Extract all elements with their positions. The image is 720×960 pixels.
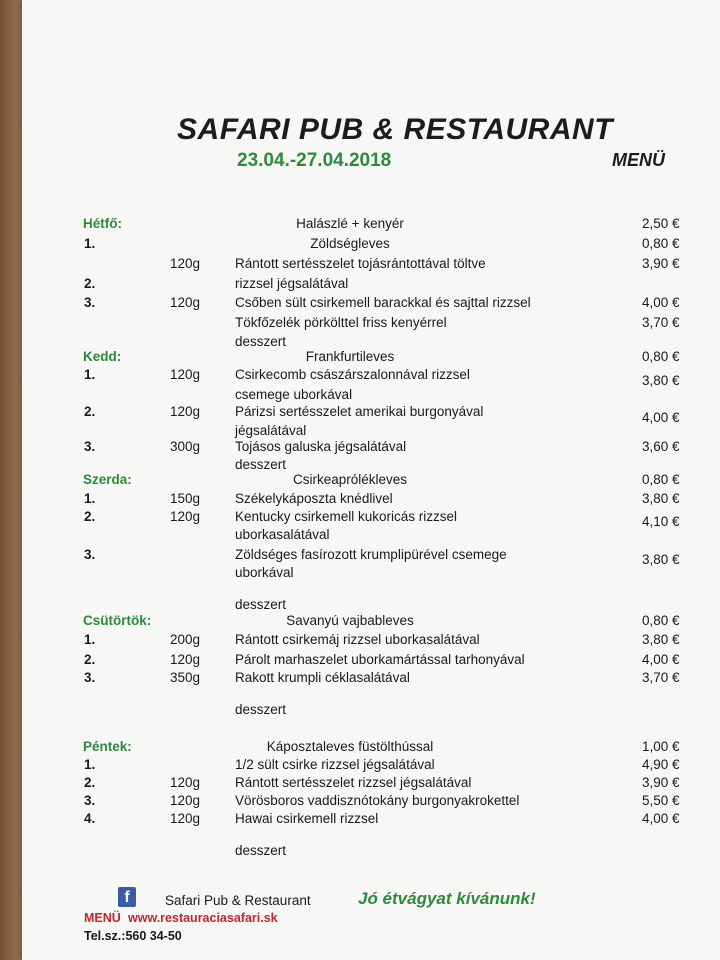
item-weight: 120g — [170, 367, 201, 382]
soup-price: 0,80 € — [642, 613, 680, 628]
item-weight: 120g — [170, 295, 201, 310]
item-number: 1. — [84, 367, 96, 382]
day-heading: Szerda: — [83, 472, 132, 487]
menu-item-line: Kentucky csirkemell kukoricás rizzsel — [235, 509, 458, 524]
menu-item-line: Rántott sertésszelet rizzsel jégsalátával — [235, 775, 472, 790]
soup-price: 0,80 € — [642, 472, 680, 487]
soup-name: Halászlé + kenyér — [296, 216, 404, 231]
menu-item-line: Tökfőzelék pörkölttel friss kenyérrel — [235, 315, 447, 330]
dessert-label: desszert — [235, 843, 287, 858]
menu-item-line: Csirkecomb császárszalonnával rizzsel — [235, 367, 470, 382]
menu-item-line: Rántott csirkemáj rizzsel uborkasalátával — [235, 632, 480, 647]
menu-item-line: Vörösboros vaddisznótokány burgonyakrokettel — [235, 793, 520, 808]
item-price: 4,00 € — [642, 295, 680, 310]
soup-name: Savanyú vajbableves — [286, 613, 414, 628]
item-weight: 120g — [170, 404, 201, 419]
bon-appetit-text: Jó étvágyat kívánunk! — [358, 889, 536, 908]
item-price: 3,60 € — [642, 439, 680, 454]
dessert-label: desszert — [235, 457, 287, 472]
soup-name: Frankfurtileves — [305, 349, 395, 364]
dessert-label: desszert — [235, 702, 287, 717]
item-weight: 120g — [170, 775, 201, 790]
item-number: 3. — [84, 547, 96, 562]
dessert-label: desszert — [235, 334, 287, 349]
menu-item-line: Párolt marhaszelet uborkamártással tarhonyával — [235, 652, 525, 667]
item-number: 1. — [84, 632, 96, 647]
item-weight: 200g — [170, 632, 201, 647]
date-range: 23.04.-27.04.2018 — [237, 150, 392, 171]
item-weight: 120g — [170, 256, 201, 271]
day-heading: Péntek: — [83, 739, 132, 754]
soup-price: 2,50 € — [642, 216, 680, 231]
item-price: 4,00 € — [642, 410, 680, 425]
item-weight: 120g — [170, 509, 201, 524]
item-weight: 350g — [170, 670, 201, 685]
item-price: 4,90 € — [642, 757, 680, 772]
menu-item-line: Rakott krumpli céklasalátával — [235, 670, 410, 685]
soup-price: 1,00 € — [642, 739, 680, 754]
soup-price: 0,80 € — [642, 349, 680, 364]
item-price: 3,80 € — [642, 491, 680, 506]
item-number: 2. — [84, 652, 96, 667]
item-number: 2. — [84, 404, 96, 419]
item-number: 2. — [84, 509, 96, 524]
day-heading: Csütörtök: — [83, 613, 152, 628]
dessert-label: desszert — [235, 597, 287, 612]
menu-label: MENÜ — [612, 150, 665, 170]
menu-item-line: rizzsel jégsalátával — [235, 276, 349, 291]
item-price: 3,70 € — [642, 315, 680, 330]
menu-item-line: Zöldségleves — [310, 236, 390, 251]
menu-item-line: Csőben sült csirkemell barackkal és sajttal rizzsel — [235, 295, 531, 310]
footer-menu-label: MENÜ — [84, 911, 121, 925]
item-weight: 120g — [170, 652, 201, 667]
item-weight: 150g — [170, 491, 201, 506]
menu-item-line: Zöldséges fasírozott krumplipürével csemege — [235, 547, 507, 562]
item-number: 1. — [84, 236, 96, 251]
item-weight: 120g — [170, 793, 201, 808]
item-number: 3. — [84, 439, 96, 454]
soup-name: Csirkeaprólékleves — [292, 472, 408, 487]
facebook-icon[interactable]: f — [118, 887, 136, 907]
menu-item-line: uborkával — [235, 565, 294, 580]
item-number: 4. — [84, 811, 96, 826]
menu-item-line: Rántott sertésszelet tojásrántottával töltve — [235, 256, 486, 271]
item-price: 5,50 € — [642, 793, 680, 808]
item-price: 4,00 € — [642, 811, 680, 826]
menu-item-line: Párizsi sertésszelet amerikai burgonyával — [235, 404, 484, 419]
menu-item-line: Hawai csirkemell rizzsel — [235, 811, 379, 826]
item-number: 1. — [84, 491, 96, 506]
item-weight: 120g — [170, 811, 201, 826]
item-price: 3,90 € — [642, 775, 680, 790]
page-title: SAFARI PUB & RESTAURANT — [177, 113, 613, 146]
menu-item-line: Tojásos galuska jégsalátával — [235, 439, 407, 454]
menu-item-line: jégsalátával — [235, 423, 307, 438]
day-heading: Hétfő: — [83, 216, 122, 231]
item-price: 3,80 € — [642, 632, 680, 647]
item-number: 3. — [84, 793, 96, 808]
menu-item-line: csemege uborkával — [235, 387, 353, 402]
item-number: 2. — [84, 276, 96, 291]
item-weight: 300g — [170, 439, 201, 454]
item-price: 4,00 € — [642, 652, 680, 667]
menu-item-line: uborkasalátával — [235, 527, 330, 542]
day-heading: Kedd: — [83, 349, 122, 364]
soup-name: Káposztaleves füstölthússal — [266, 739, 434, 754]
item-number: 3. — [84, 670, 96, 685]
item-price: 3,90 € — [642, 256, 680, 271]
website-link[interactable]: www.restauraciasafari.sk — [128, 911, 278, 925]
item-price: 3,80 € — [642, 373, 680, 388]
phone-number: Tel.sz.:560 34-50 — [84, 929, 182, 943]
menu-item-line: 1/2 sült csirke rizzsel jégsalátával — [235, 757, 435, 772]
item-number: 2. — [84, 775, 96, 790]
item-price: 0,80 € — [642, 236, 680, 251]
item-number: 3. — [84, 295, 96, 310]
item-price: 3,70 € — [642, 670, 680, 685]
item-number: 1. — [84, 757, 96, 772]
item-price: 4,10 € — [642, 514, 680, 529]
menu-item-line: Székelykáposzta knédlivel — [235, 491, 393, 506]
item-price: 3,80 € — [642, 552, 680, 567]
footer-restaurant-name: Safari Pub & Restaurant — [165, 893, 311, 908]
